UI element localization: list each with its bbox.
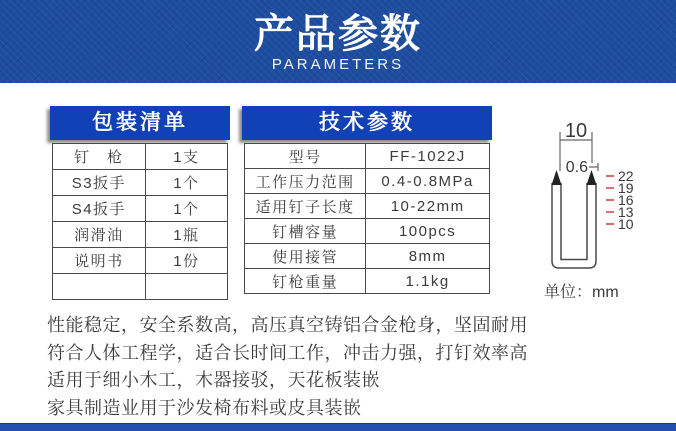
table-row — [53, 248, 228, 274]
table-row — [53, 222, 228, 248]
table-row — [53, 196, 228, 222]
spec-value: 100pcs — [366, 219, 490, 244]
packing-item-label: S3扳手 — [53, 170, 146, 196]
spec-label: 适用钉子长度 — [245, 194, 366, 219]
length-tick-label: 10 — [618, 216, 634, 232]
thickness-bracket — [589, 163, 598, 171]
table-row — [245, 269, 490, 294]
header-banner — [0, 0, 676, 83]
spec-value: 10-22mm — [366, 194, 490, 219]
tech-spec-title: 技术参数 — [242, 106, 492, 140]
tech-spec-section — [242, 106, 492, 294]
packing-item-label: 润滑油 — [53, 222, 146, 248]
spec-label: 钉槽容量 — [245, 219, 366, 244]
table-row — [245, 169, 490, 194]
product-description — [47, 312, 607, 422]
staple-outline-inner — [561, 183, 587, 260]
packing-item-label: 钉 枪 — [53, 144, 146, 170]
left-prong-tip — [552, 170, 562, 185]
description-line: 符合人体工程学，适合长时间工作，冲击力强，打钉效率高 — [47, 342, 528, 363]
packing-item-qty — [145, 274, 227, 300]
table-row — [53, 144, 228, 170]
length-tick-label: 16 — [618, 192, 634, 208]
length-tick-label: 19 — [618, 180, 634, 196]
right-prong-tip — [587, 170, 597, 185]
spec-value: 8mm — [366, 244, 490, 269]
page-subtitle: PARAMETERS — [271, 56, 405, 73]
table-row — [245, 219, 490, 244]
packing-item-qty: 1瓶 — [145, 222, 227, 248]
spec-label: 型号 — [245, 144, 366, 169]
spec-label: 使用接管 — [245, 244, 366, 269]
packing-item-label: 说明书 — [53, 248, 146, 274]
packing-item-qty: 1个 — [145, 170, 227, 196]
spec-value: FF-1022J — [366, 144, 490, 169]
staple-outline-outer — [552, 183, 596, 268]
description-line: 性能稳定，安全系数高，高压真空铸铝合金枪身，坚固耐用 — [47, 315, 528, 335]
packing-item-label: S4扳手 — [53, 196, 146, 222]
packing-item-qty: 1个 — [145, 196, 227, 222]
packing-item-qty: 1支 — [145, 144, 227, 170]
packing-item-label — [53, 274, 146, 300]
description-line: 适用于细小木工，木器接驳，天花板装嵌 — [47, 370, 380, 390]
packing-item-qty: 1份 — [145, 248, 227, 274]
length-tick-marks — [606, 176, 614, 224]
table-row — [245, 194, 490, 219]
width-dimension-label: 10 — [564, 120, 588, 142]
spec-label: 钉枪重量 — [245, 269, 366, 294]
spec-value: 0.4-0.8MPa — [366, 169, 490, 194]
packing-list-table — [52, 143, 228, 300]
packing-list-title: 包装清单 — [50, 106, 230, 140]
unit-label: 单位：mm — [544, 284, 619, 301]
description-line: 家具制造业用于沙发椅布料或皮具装嵌 — [47, 397, 362, 418]
thickness-label: 0.6 — [565, 159, 588, 176]
spec-value: 1.1kg — [366, 269, 490, 294]
table-row — [245, 244, 490, 269]
tech-spec-table — [244, 143, 490, 294]
length-tick-label: 22 — [618, 168, 634, 184]
packing-list-section — [50, 106, 230, 300]
table-row — [53, 274, 228, 300]
page-title: 产品参数 — [254, 12, 422, 56]
table-row — [245, 144, 490, 169]
spec-label: 工作压力范围 — [245, 169, 366, 194]
staple-diagram — [535, 100, 676, 305]
table-row — [53, 170, 228, 196]
length-tick-label: 13 — [618, 204, 634, 220]
footer-divider-bar — [0, 423, 676, 431]
